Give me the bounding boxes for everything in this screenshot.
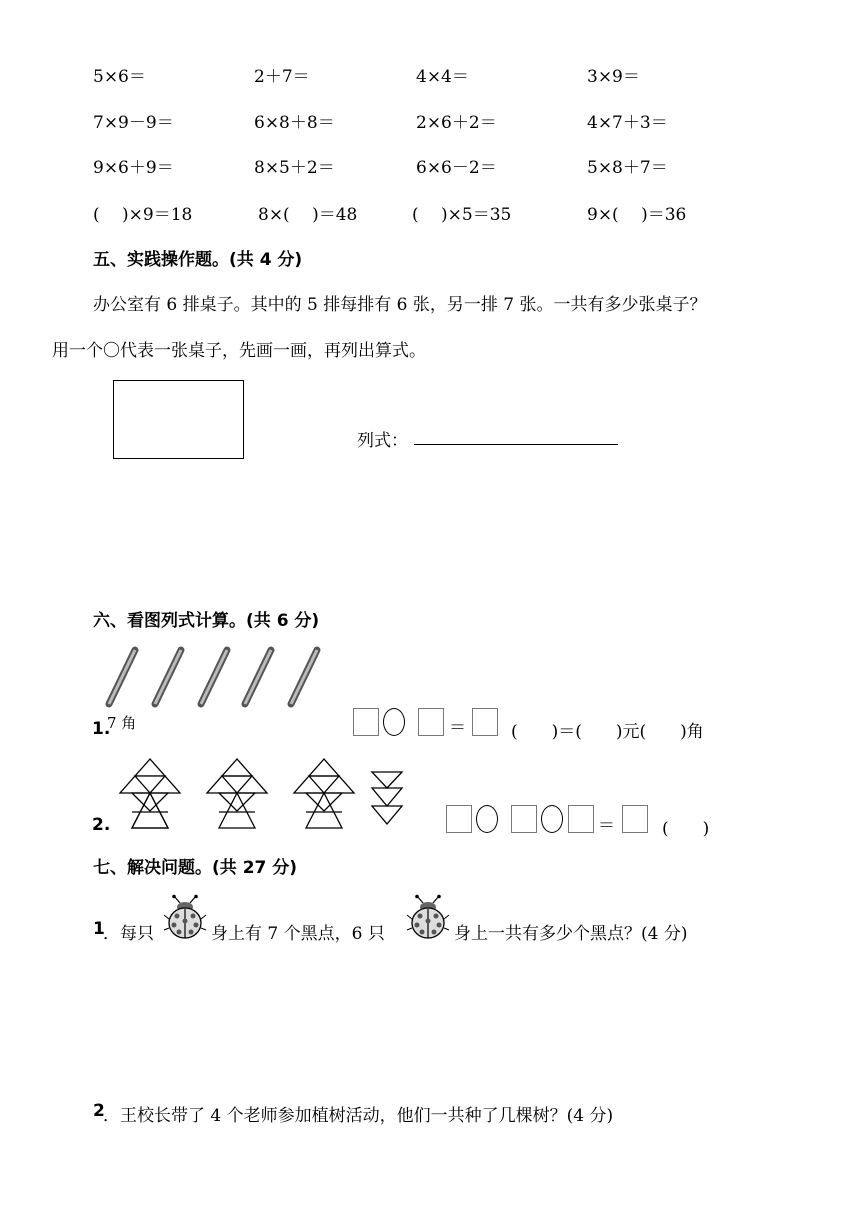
equals-sign: ＝ [598, 816, 615, 836]
calc-item: 6×6－2＝ [416, 158, 497, 178]
answer-box[interactable] [511, 805, 537, 833]
question-number: 1 [93, 919, 105, 939]
triangle-figures [110, 756, 410, 831]
answer-blanks: ( ) [662, 819, 710, 839]
answer-blanks: ( )＝( )元( )角 [511, 722, 704, 742]
equals-sign: ＝ [449, 718, 466, 738]
answer-box[interactable] [568, 805, 594, 833]
formula-answer-line[interactable] [414, 444, 618, 445]
question-number: 2 [93, 1101, 105, 1121]
pencil-price-label: 7 角 [107, 714, 137, 732]
section-title: 五、实践操作题。(共 4 分) [93, 250, 303, 270]
calc-item: 9×6＋9＝ [93, 158, 174, 178]
section-title: 六、看图列式计算。(共 6 分) [93, 611, 320, 631]
calc-item: 2＋7＝ [254, 67, 310, 87]
calc-item: 8×5＋2＝ [254, 158, 335, 178]
question-text: 身上有 7 个黑点，6 只 [211, 924, 385, 944]
calc-item: 2×6＋2＝ [416, 113, 497, 133]
ladybug-icon [163, 895, 207, 941]
answer-box[interactable] [622, 805, 648, 833]
calc-item: 4×7＋3＝ [587, 113, 668, 133]
pencil-icon [109, 650, 135, 704]
question-text: ．每只 [103, 924, 154, 944]
calc-item: 3×9＝ [587, 67, 640, 87]
pencil-icon [291, 650, 317, 704]
ladybug-icon [406, 895, 450, 941]
calc-item: 5×6＝ [93, 67, 146, 87]
problem-text: 用一个〇代表一张桌子，先画一画，再列出算式。 [52, 341, 426, 361]
calc-item: 5×8＋7＝ [587, 158, 668, 178]
triangle-figure-icon [207, 759, 267, 828]
answer-box[interactable] [353, 708, 379, 736]
calc-item: 6×8＋8＝ [254, 113, 335, 133]
operator-circle[interactable] [541, 805, 563, 833]
calc-item: 4×4＝ [416, 67, 469, 87]
pencils-illustration [105, 648, 325, 708]
calc-item: 7×9－9＝ [93, 113, 174, 133]
stacked-triangles-icon [372, 772, 402, 824]
calc-item: ( )×5＝35 [412, 205, 512, 225]
answer-box[interactable] [418, 708, 444, 736]
pencil-icon [201, 650, 227, 704]
operator-circle[interactable] [383, 708, 405, 736]
calc-item: ( )×9＝18 [93, 205, 193, 225]
calc-item: 9×( )＝36 [587, 205, 687, 225]
triangle-figure-icon [120, 759, 180, 828]
pencil-icon [245, 650, 271, 704]
question-number: 1. [92, 719, 111, 739]
calc-item: 8×( )＝48 [258, 205, 358, 225]
formula-label: 列式： [357, 431, 408, 451]
pencil-icon [155, 650, 181, 704]
question-text: ．王校长带了 4 个老师参加植树活动，他们一共种了几棵树？(4 分) [103, 1106, 614, 1126]
problem-text: 办公室有 6 排桌子。其中的 5 排每排有 6 张，另一排 7 张。一共有多少张桌子？ [93, 295, 707, 315]
question-text: 身上一共有多少个黑点？(4 分) [454, 924, 688, 944]
operator-circle[interactable] [476, 805, 498, 833]
triangle-figure-icon [294, 759, 354, 828]
answer-box[interactable] [446, 805, 472, 833]
drawing-box[interactable] [113, 380, 244, 459]
answer-box[interactable] [472, 708, 498, 736]
question-number: 2. [92, 815, 111, 835]
section-title: 七、解决问题。(共 27 分) [93, 858, 298, 878]
